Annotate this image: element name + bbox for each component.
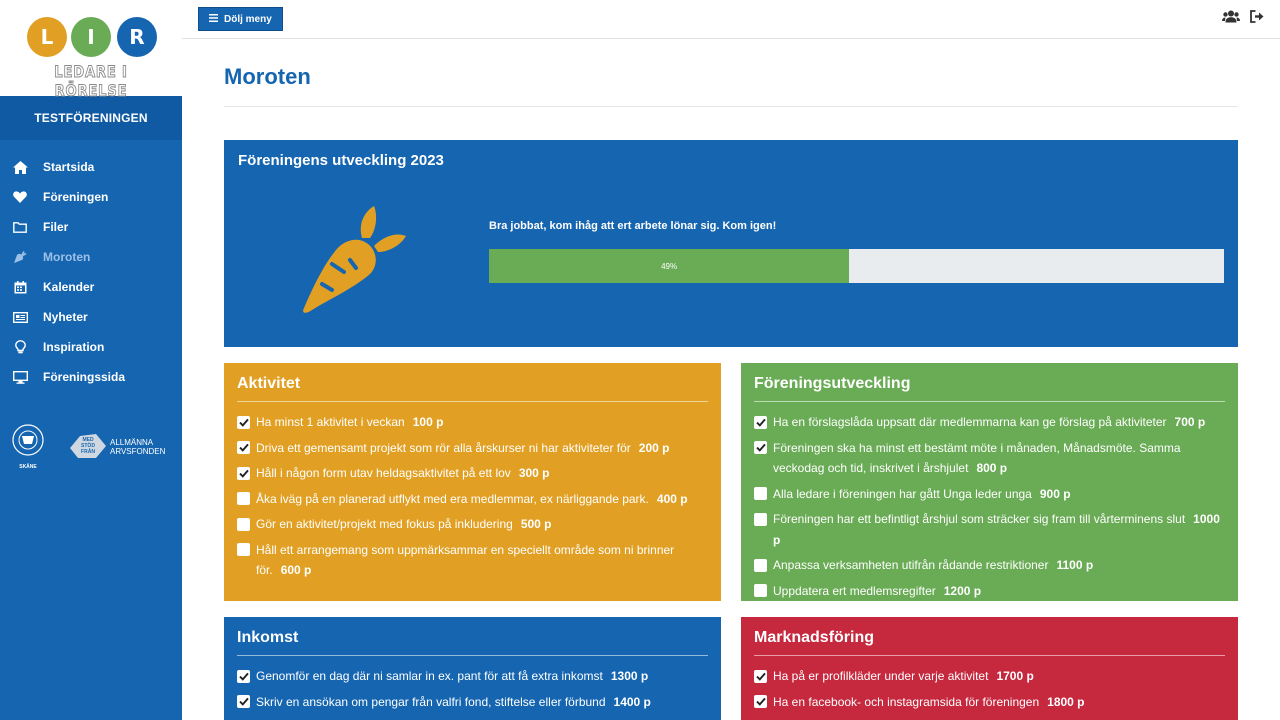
sidebar-item-kalender[interactable] <box>0 272 182 302</box>
sidebar-item-label: Moroten <box>43 250 91 264</box>
sidebar-item-startsida[interactable] <box>0 152 182 182</box>
task-text <box>773 438 1225 479</box>
task-item <box>237 692 708 713</box>
task-label: Genomför en dag där ni samlar in ex. pant för att få extra inkomst <box>256 669 603 683</box>
sidebar-item-label: Filer <box>43 220 69 234</box>
logo-letter-i: I <box>71 17 111 57</box>
task-points: 700 p <box>1174 415 1206 429</box>
task-label: Ha en facebook- och instagramsida för föreningen <box>773 694 1040 709</box>
task-label: Håll i någon form utav heldagsaktivitet på ett lov <box>256 466 511 480</box>
task-points: 300 p <box>518 466 550 480</box>
task-checkbox[interactable] <box>754 487 767 500</box>
organization-name: TESTFÖRENINGEN <box>0 96 182 140</box>
sidebar-item-moroten[interactable] <box>0 242 182 272</box>
task-label: Alla ledare i föreningen har gått Unga leder unga <box>773 486 1032 501</box>
task-item <box>754 484 1225 505</box>
newspaper-icon <box>12 309 28 325</box>
card-title: Aktivitet <box>237 363 708 402</box>
card-inkomst <box>224 617 721 720</box>
sidebar <box>0 0 182 720</box>
task-list <box>754 412 1225 601</box>
monitor-icon <box>12 369 28 385</box>
sponsor-region-text: SKÅNE <box>19 464 37 470</box>
logo-letter-r: R <box>117 17 157 57</box>
task-points: 1300 p <box>610 669 649 683</box>
card-title: Marknadsföring <box>754 617 1225 656</box>
sisu-skane-logo <box>13 425 43 470</box>
sign-out-icon[interactable] <box>1250 10 1264 28</box>
task-points: 900 p <box>1039 486 1071 501</box>
task-text <box>256 540 708 581</box>
task-points: 400 p <box>656 491 688 506</box>
task-text <box>256 463 708 484</box>
sidebar-item-inspiration[interactable] <box>0 332 182 362</box>
task-checkbox-checked[interactable] <box>754 670 767 683</box>
task-item <box>237 489 708 510</box>
task-text <box>256 692 708 713</box>
task-points: 500 p <box>520 517 552 531</box>
progress-message: Bra jobbat, kom ihåg att ert arbete lönar sig. Kom igen! <box>489 220 777 232</box>
card-aktivitet <box>224 363 721 601</box>
toggle-menu-label: Dölj meny <box>224 13 272 25</box>
task-item <box>237 463 708 484</box>
sidebar-nav <box>0 140 182 392</box>
task-text <box>773 509 1225 550</box>
task-points: 1100 p <box>1056 558 1094 572</box>
task-text <box>773 666 1225 687</box>
task-item <box>754 666 1225 687</box>
card-marknadsforing <box>741 617 1238 720</box>
sponsor-medstod-2: STÖD <box>81 443 95 449</box>
lir-logo[interactable] <box>0 0 182 100</box>
task-label: Åka iväg på en planerad utflykt med era medlemmar, ex närliggande park. <box>256 491 649 506</box>
task-points: 100 p <box>412 415 444 429</box>
task-item <box>754 581 1225 602</box>
lightbulb-icon <box>12 339 28 355</box>
task-item <box>754 555 1225 576</box>
task-item <box>754 438 1225 479</box>
task-item <box>754 412 1225 433</box>
task-list <box>237 666 708 712</box>
heart-icon <box>12 189 28 205</box>
task-checkbox[interactable] <box>754 559 767 572</box>
task-item <box>237 666 708 687</box>
sidebar-item-label: Föreningen <box>43 190 109 204</box>
task-label: Föreningen ska ha minst ett bestämt möte i månaden, Månadsmöte. Samma veckodag och tid, inskrivet i årshjulet <box>773 440 1181 475</box>
task-list <box>237 412 708 581</box>
task-list <box>754 666 1225 712</box>
task-checkbox[interactable] <box>754 513 767 526</box>
card-title: Inkomst <box>237 617 708 656</box>
sidebar-item-label: Inspiration <box>43 340 105 354</box>
logo-letter-l: L <box>27 17 67 57</box>
sidebar-item-filer[interactable] <box>0 212 182 242</box>
task-label: Ha minst 1 aktivitet i veckan <box>256 415 405 429</box>
task-checkbox-checked[interactable] <box>237 416 250 429</box>
calendar-icon <box>12 279 28 295</box>
task-checkbox[interactable] <box>237 492 250 505</box>
task-item <box>754 509 1225 550</box>
page-title: Moroten <box>224 64 311 89</box>
task-label: Gör en aktivitet/projekt med fokus på inkludering <box>256 517 513 531</box>
task-label: Uppdatera ert medlemsregifter <box>773 583 936 598</box>
task-text <box>773 555 1225 576</box>
task-checkbox-checked[interactable] <box>237 695 250 708</box>
task-checkbox-checked[interactable] <box>754 441 767 454</box>
sponsor-medstod-1: MED <box>82 437 94 443</box>
task-checkbox-checked[interactable] <box>754 695 767 708</box>
task-text <box>773 412 1225 433</box>
task-text <box>256 514 708 535</box>
progress-bar-fill: 49% <box>489 249 849 283</box>
task-points: 1000 p <box>773 512 1220 547</box>
divider <box>224 106 1238 107</box>
sidebar-item-label: Nyheter <box>43 310 88 324</box>
menu-icon <box>209 14 218 25</box>
top-bar <box>182 0 1280 39</box>
sidebar-item-foreningen[interactable] <box>0 182 182 212</box>
card-foreningsutveckling <box>741 363 1238 601</box>
task-label: Håll ett arrangemang som uppmärksammar en speciellt område som ni brinner för. <box>256 542 675 577</box>
toggle-menu-button[interactable] <box>198 7 283 31</box>
task-points: 1400 p <box>613 694 651 709</box>
carrot-icon <box>292 202 412 322</box>
task-checkbox-checked[interactable] <box>237 670 250 683</box>
task-label: Föreningen har ett befintligt årshjul som sträcker sig fram till vårterminens slut <box>773 512 1186 526</box>
task-text <box>773 484 1225 505</box>
progress-panel <box>224 140 1238 347</box>
task-points: 1800 p <box>1047 694 1085 709</box>
task-points: 200 p <box>638 440 670 455</box>
task-label: Ha en förslagslåda uppsatt där medlemmarna kan ge förslag på aktiviteter <box>773 415 1167 429</box>
sidebar-item-label: Startsida <box>43 160 95 174</box>
task-item <box>237 540 708 581</box>
users-icon[interactable] <box>1222 10 1240 28</box>
task-checkbox[interactable] <box>237 543 250 556</box>
task-points: 1200 p <box>943 583 982 598</box>
card-title: Föreningsutveckling <box>754 363 1225 402</box>
arvsfonden-logo <box>70 434 166 458</box>
task-checkbox-checked[interactable] <box>237 441 250 454</box>
task-item <box>237 438 708 459</box>
task-item <box>237 514 708 535</box>
task-points: 800 p <box>976 461 1008 475</box>
task-checkbox[interactable] <box>237 518 250 531</box>
task-text <box>256 412 708 433</box>
task-label: Driva ett gemensamt projekt som rör alla årskurser ni har aktiviteter för <box>256 440 631 455</box>
sidebar-item-label: Föreningssida <box>43 370 126 384</box>
task-text <box>773 692 1225 713</box>
home-icon <box>12 159 28 175</box>
sponsor-logos <box>8 424 178 474</box>
task-item <box>754 692 1225 713</box>
task-label: Skriv en ansökan om pengar från valfri fond, stiftelse eller förbund <box>256 694 606 709</box>
carrot-icon <box>12 249 28 265</box>
task-text <box>256 666 708 687</box>
task-text <box>256 438 708 459</box>
logo-text: LEDARE I RÖRELSE <box>54 62 128 100</box>
sponsor-medstod-3: FRÅN <box>81 449 95 455</box>
task-checkbox-checked[interactable] <box>237 467 250 480</box>
sponsor-arvsfonden-2: ARVSFONDEN <box>110 447 166 456</box>
task-checkbox[interactable] <box>754 584 767 597</box>
folder-icon <box>12 219 28 235</box>
sidebar-item-foreningssida[interactable] <box>0 362 182 392</box>
sidebar-item-label: Kalender <box>43 280 95 294</box>
task-points: 600 p <box>280 563 312 577</box>
progress-panel-title: Föreningens utveckling 2023 <box>238 152 444 169</box>
progress-bar <box>489 249 1224 283</box>
task-points: 1700 p <box>996 669 1034 683</box>
sponsor-arvsfonden-1: ALLMÄNNA <box>110 438 154 447</box>
sidebar-item-nyheter[interactable] <box>0 302 182 332</box>
task-label: Ha på er profilkläder under varje aktivitet <box>773 669 989 683</box>
task-label: Anpassa verksamheten utifrån rådande restriktioner <box>773 558 1049 572</box>
task-text <box>773 581 1225 602</box>
task-checkbox-checked[interactable] <box>754 416 767 429</box>
task-text <box>256 489 708 510</box>
task-item <box>237 412 708 433</box>
